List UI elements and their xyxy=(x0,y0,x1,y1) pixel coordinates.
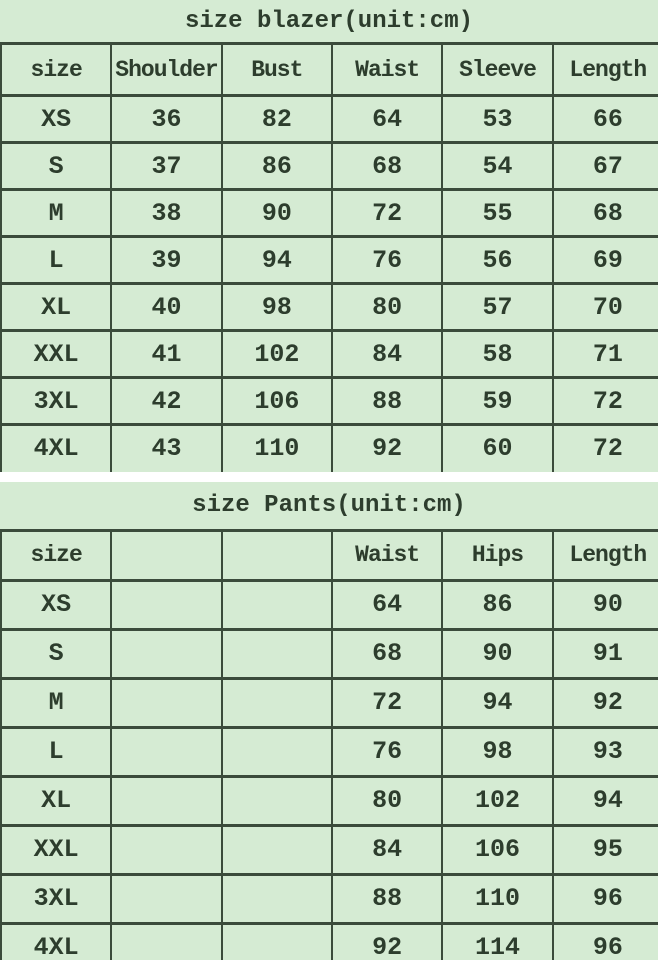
size-label-cell: L xyxy=(1,727,111,776)
header-row xyxy=(1,44,658,96)
value-cell: 102 xyxy=(442,776,552,825)
value-cell xyxy=(222,727,332,776)
value-cell: 91 xyxy=(553,629,658,678)
size-row xyxy=(1,143,658,190)
size-label-cell: M xyxy=(1,678,111,727)
value-cell: 37 xyxy=(111,143,221,190)
value-cell: 69 xyxy=(553,237,658,284)
value-cell: 72 xyxy=(553,378,658,425)
value-cell: 59 xyxy=(442,378,552,425)
value-cell: 88 xyxy=(332,378,442,425)
size-row xyxy=(1,776,658,825)
value-cell: 55 xyxy=(442,190,552,237)
size-label-cell: XXL xyxy=(1,331,111,378)
value-cell: 36 xyxy=(111,96,221,143)
value-cell: 80 xyxy=(332,776,442,825)
header-row xyxy=(1,530,658,580)
size-label-cell: S xyxy=(1,629,111,678)
value-cell: 92 xyxy=(553,678,658,727)
value-cell: 95 xyxy=(553,825,658,874)
value-cell: 90 xyxy=(222,190,332,237)
column-header-cell: Length xyxy=(553,530,658,580)
size-row xyxy=(1,237,658,284)
value-cell: 64 xyxy=(332,580,442,629)
value-cell xyxy=(111,678,221,727)
pants-table-title: size Pants(unit:cm) xyxy=(0,482,658,529)
value-cell: 58 xyxy=(442,331,552,378)
value-cell xyxy=(111,580,221,629)
value-cell: 41 xyxy=(111,331,221,378)
value-cell: 86 xyxy=(442,580,552,629)
value-cell: 98 xyxy=(442,727,552,776)
value-cell: 84 xyxy=(332,331,442,378)
column-header-cell xyxy=(111,530,221,580)
column-header-cell: Hips xyxy=(442,530,552,580)
size-row xyxy=(1,190,658,237)
column-header-cell: Bust xyxy=(222,44,332,96)
value-cell: 96 xyxy=(553,874,658,923)
column-header-cell: size xyxy=(1,44,111,96)
value-cell: 72 xyxy=(553,425,658,472)
value-cell: 82 xyxy=(222,96,332,143)
value-cell: 90 xyxy=(442,629,552,678)
blazer-table-title: size blazer(unit:cm) xyxy=(0,0,658,42)
value-cell: 92 xyxy=(332,923,442,960)
value-cell: 90 xyxy=(553,580,658,629)
value-cell: 80 xyxy=(332,284,442,331)
column-header-cell: Sleeve xyxy=(442,44,552,96)
size-row xyxy=(1,825,658,874)
size-row xyxy=(1,874,658,923)
value-cell: 76 xyxy=(332,727,442,776)
size-row xyxy=(1,96,658,143)
size-label-cell: L xyxy=(1,237,111,284)
value-cell: 67 xyxy=(553,143,658,190)
value-cell: 40 xyxy=(111,284,221,331)
size-label-cell: XS xyxy=(1,96,111,143)
size-label-cell: 4XL xyxy=(1,923,111,960)
column-header-cell: Length xyxy=(553,44,658,96)
value-cell: 57 xyxy=(442,284,552,331)
value-cell: 98 xyxy=(222,284,332,331)
size-label-cell: 3XL xyxy=(1,874,111,923)
value-cell xyxy=(222,580,332,629)
value-cell xyxy=(222,678,332,727)
value-cell: 68 xyxy=(553,190,658,237)
value-cell: 60 xyxy=(442,425,552,472)
blazer-table-section xyxy=(0,0,658,472)
column-header-cell xyxy=(222,530,332,580)
value-cell: 86 xyxy=(222,143,332,190)
size-row xyxy=(1,284,658,331)
value-cell: 70 xyxy=(553,284,658,331)
white-separator-band xyxy=(0,472,658,482)
size-label-cell: XXL xyxy=(1,825,111,874)
size-label-cell: XL xyxy=(1,776,111,825)
value-cell xyxy=(111,727,221,776)
value-cell: 56 xyxy=(442,237,552,284)
size-row xyxy=(1,923,658,960)
value-cell: 43 xyxy=(111,425,221,472)
value-cell: 106 xyxy=(442,825,552,874)
value-cell: 114 xyxy=(442,923,552,960)
size-label-cell: XS xyxy=(1,580,111,629)
value-cell xyxy=(111,776,221,825)
value-cell: 71 xyxy=(553,331,658,378)
value-cell: 106 xyxy=(222,378,332,425)
value-cell xyxy=(111,874,221,923)
size-row xyxy=(1,727,658,776)
size-row xyxy=(1,378,658,425)
value-cell: 72 xyxy=(332,190,442,237)
size-row xyxy=(1,580,658,629)
pants-table-section xyxy=(0,482,658,960)
value-cell xyxy=(111,923,221,960)
size-row xyxy=(1,425,658,472)
value-cell xyxy=(222,776,332,825)
size-label-cell: 3XL xyxy=(1,378,111,425)
size-row xyxy=(1,629,658,678)
value-cell xyxy=(222,923,332,960)
value-cell: 84 xyxy=(332,825,442,874)
value-cell xyxy=(111,825,221,874)
value-cell: 94 xyxy=(442,678,552,727)
value-cell xyxy=(222,629,332,678)
column-header-cell: Waist xyxy=(332,530,442,580)
value-cell xyxy=(222,874,332,923)
value-cell: 94 xyxy=(222,237,332,284)
size-label-cell: M xyxy=(1,190,111,237)
value-cell: 76 xyxy=(332,237,442,284)
size-label-cell: XL xyxy=(1,284,111,331)
value-cell: 92 xyxy=(332,425,442,472)
value-cell: 53 xyxy=(442,96,552,143)
column-header-cell: Shoulder xyxy=(111,44,221,96)
blazer-size-table xyxy=(0,42,658,472)
column-header-cell: Waist xyxy=(332,44,442,96)
value-cell: 42 xyxy=(111,378,221,425)
value-cell: 110 xyxy=(442,874,552,923)
value-cell xyxy=(222,825,332,874)
column-header-cell: size xyxy=(1,530,111,580)
value-cell xyxy=(111,629,221,678)
value-cell: 68 xyxy=(332,629,442,678)
value-cell: 110 xyxy=(222,425,332,472)
value-cell: 72 xyxy=(332,678,442,727)
value-cell: 93 xyxy=(553,727,658,776)
pants-size-table xyxy=(0,529,658,960)
value-cell: 88 xyxy=(332,874,442,923)
size-label-cell: 4XL xyxy=(1,425,111,472)
size-row xyxy=(1,678,658,727)
value-cell: 94 xyxy=(553,776,658,825)
value-cell: 96 xyxy=(553,923,658,960)
value-cell: 66 xyxy=(553,96,658,143)
value-cell: 68 xyxy=(332,143,442,190)
size-label-cell: S xyxy=(1,143,111,190)
value-cell: 64 xyxy=(332,96,442,143)
value-cell: 39 xyxy=(111,237,221,284)
value-cell: 102 xyxy=(222,331,332,378)
size-row xyxy=(1,331,658,378)
value-cell: 38 xyxy=(111,190,221,237)
value-cell: 54 xyxy=(442,143,552,190)
